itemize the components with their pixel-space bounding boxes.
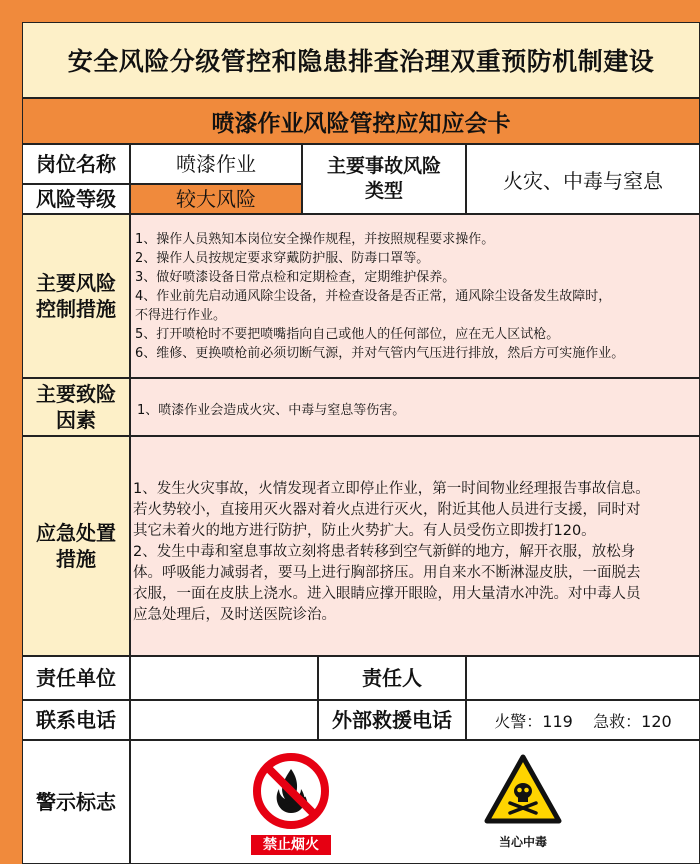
emergency-line: 衣服，一面在皮肤上浇水。进入眼睛应撑开眼睑，用大量清水冲洗。对中毒人员	[133, 586, 641, 602]
emergency-line: 体。呼吸能力减弱者，要马上进行胸部挤压。用自来水不断淋湿皮肤，一面脱去	[133, 565, 641, 581]
phone-label: 联系电话	[22, 700, 130, 740]
no-fire-icon	[251, 751, 331, 831]
control-item: 4、作业前先启动通风除尘设备，并检查设备是否正常，通风除尘设备发生故障时，	[135, 289, 612, 304]
unit-label: 责任单位	[22, 656, 130, 700]
page-title: 安全风险分级管控和隐患排查治理双重预防机制建设	[67, 47, 655, 76]
header-title-cell	[22, 22, 700, 98]
control-measures	[130, 214, 700, 378]
control-item: 1、操作人员熟知本岗位安全操作规程，并按照规程要求操作。	[135, 232, 495, 247]
accident-label: 主要事故风险类型	[326, 155, 441, 202]
accident-value-cell	[466, 144, 700, 214]
post-value: 喷漆作业	[130, 144, 302, 184]
rescue-label: 外部救援电话	[318, 700, 466, 740]
post-label: 岗位名称	[22, 144, 130, 184]
person-value	[466, 656, 700, 700]
poison-sign	[483, 753, 563, 863]
control-label-cell	[22, 214, 130, 378]
unit-value	[130, 656, 318, 700]
phone-value	[130, 700, 318, 740]
rescue-value: 火警：119 急救：120	[494, 711, 672, 731]
warning-signs	[130, 740, 700, 864]
no-fire-sign	[251, 751, 331, 861]
control-item: 不得进行作业。	[135, 308, 227, 323]
emergency-cell	[130, 436, 700, 656]
control-item: 6、维修、更换喷枪前必须切断气源，并对气管内气压进行排放，然后方可实施作业。	[135, 346, 625, 361]
card-title-cell	[22, 98, 700, 144]
card-title: 喷漆作业风险管控应知应会卡	[211, 110, 511, 137]
factors-label: 主要致险因素	[36, 382, 116, 432]
control-list	[135, 230, 699, 363]
factors-cell	[130, 378, 700, 436]
factors-text: 1、喷漆作业会造成火灾、中毒与窒息等伤害。	[137, 403, 406, 418]
emergency-list	[133, 479, 699, 626]
accident-value: 火灾、中毒与窒息	[503, 168, 663, 193]
emergency-label-cell	[22, 436, 130, 656]
accident-label-cell	[302, 144, 466, 214]
control-label: 主要风险控制措施	[36, 271, 116, 321]
poison-warning-icon	[483, 753, 563, 827]
control-item: 2、操作人员按规定要求穿戴防护服、防毒口罩等。	[135, 251, 430, 266]
emergency-line: 应急处理后，及时送医院诊治。	[133, 607, 336, 623]
risk-level-badge: 较大风险	[130, 184, 302, 214]
person-label: 责任人	[318, 656, 466, 700]
emergency-label: 应急处置措施	[36, 521, 116, 571]
emergency-line: 若火势较小，直接用灭火器对着火点进行灭火，附近其他人员进行支援，同时对	[133, 502, 641, 518]
control-item: 5、打开喷枪时不要把喷嘴指向自己或他人的任何部位，应在无人区试枪。	[135, 327, 560, 342]
risk-label: 风险等级	[22, 184, 130, 214]
emergency-line: 其它未着火的地方进行防护，防止火势扩大。有人员受伤立即拨打120。	[133, 523, 596, 539]
factors-label-cell	[22, 378, 130, 436]
no-fire-caption: 禁止烟火	[251, 835, 331, 855]
rescue-value-cell	[466, 700, 700, 740]
emergency-line: 2、发生中毒和窒息事故立刻将患者转移到空气新鲜的地方，解开衣服，放松身	[133, 544, 636, 560]
control-item: 3、做好喷漆设备日常点检和定期检查，定期维护保养。	[135, 270, 456, 285]
emergency-line: 1、发生火灾事故，火情发现者立即停止作业，第一时间物业经理报告事故信息。	[133, 481, 650, 497]
warning-label: 警示标志	[22, 740, 130, 864]
poison-caption: 当心中毒	[498, 835, 547, 849]
